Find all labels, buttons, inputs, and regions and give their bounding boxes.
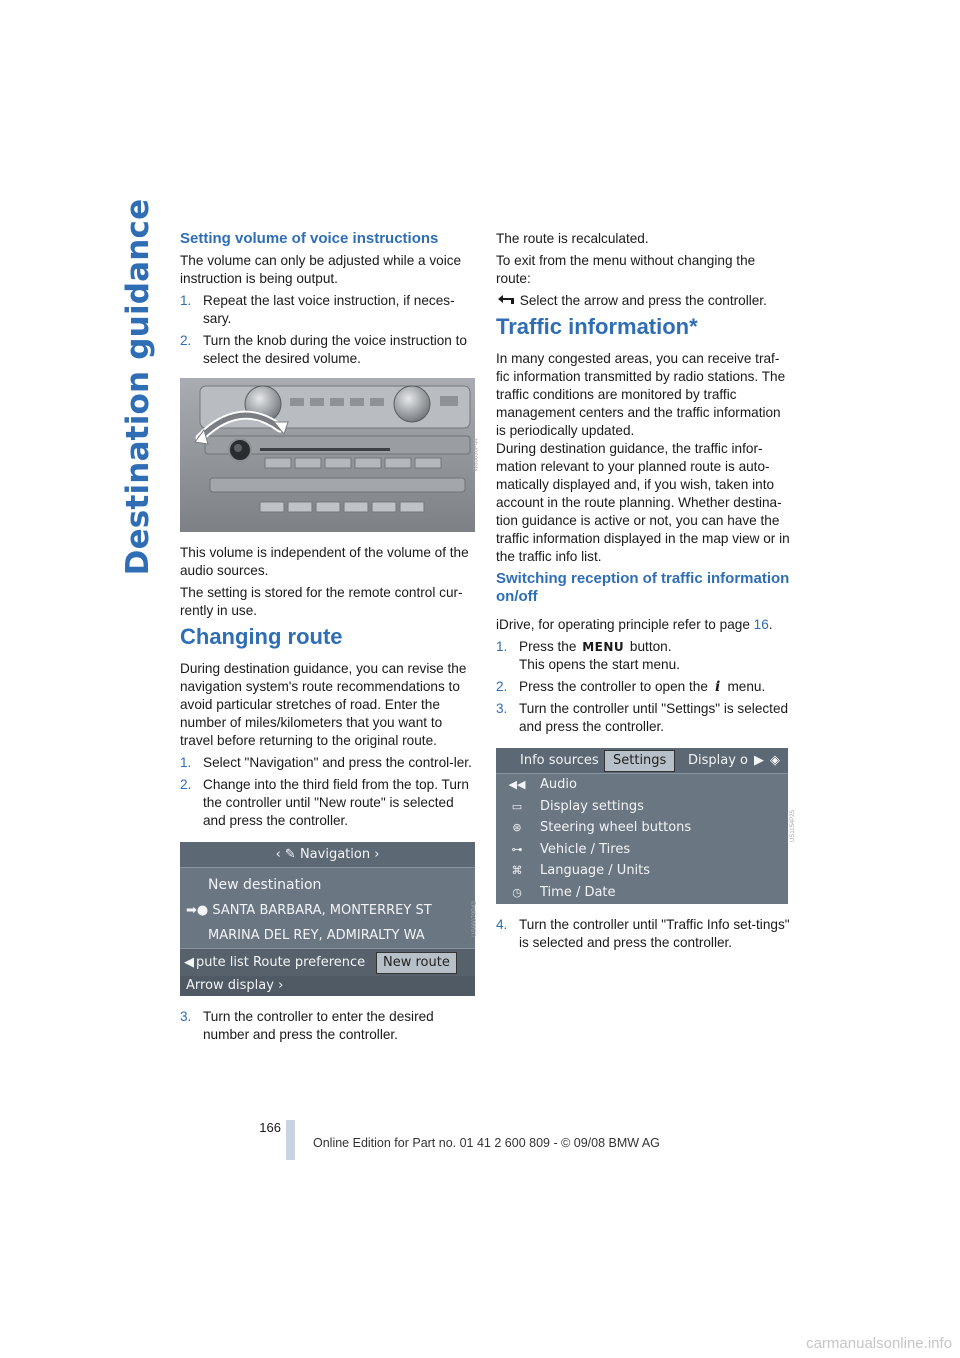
language-icon: ⌘ [511, 864, 523, 877]
tab-info-sources: Info sources [520, 753, 599, 768]
footer-edition-text: Online Edition for Part no. 01 41 2 600 809 - © 09/08 BMW AG [313, 1136, 660, 1150]
paragraph: In many congested areas, you can receive traf-fic information transmitted by radio stations. The traffic conditions are monitored by traffic management centers and the traffic information is periodically updated. [496, 351, 786, 438]
footer-accent-bar [286, 1120, 295, 1160]
arrow-icon: ➡● [186, 903, 213, 918]
navigation-icon: ✎ [284, 847, 300, 862]
step-item: 3. Turn the controller to enter the desired number and press the controller. [180, 1009, 434, 1042]
step-item: 2. Press the controller to open the i menu. [496, 679, 766, 695]
settings-item-time: ◷ Time / Date [496, 882, 788, 904]
chevron-left-icon: ‹ [275, 847, 285, 862]
step-item: 2. Change into the third field from the top. Turn the controller until "New route" is selected and press the controller. [180, 777, 469, 828]
tab-settings: Settings [604, 750, 675, 772]
paragraph: The route is recalculated. [496, 231, 649, 246]
arrow-display-option: Arrow display › [180, 976, 475, 996]
info-icon: i [715, 679, 721, 695]
settings-tab-bar [496, 748, 788, 774]
section-title-switching-reception: Switching reception of traffic information on/off [496, 570, 790, 605]
section-title-voice-volume: Setting volume of voice instructions [180, 230, 439, 247]
right-column [496, 230, 797, 956]
chevron-right-icon: › [273, 978, 284, 993]
navigation-header: ‹ ✎ Navigation › [180, 842, 475, 868]
step-item: 1. Repeat the last voice instruction, if neces-sary. [180, 293, 455, 326]
paragraph: This volume is independent of the volume of the audio sources. [180, 545, 469, 578]
chevron-right-icon: › [374, 847, 380, 862]
navigation-screen-figure [180, 842, 479, 996]
paragraph: The setting is stored for the remote control cur-rently in use. [180, 585, 463, 618]
figure-id: US1154P25 [790, 810, 797, 842]
steering-wheel-icon: ⊛ [512, 821, 522, 834]
menu-item-destination: ➡● SANTA BARBARA, MONTERREY ST [186, 903, 432, 918]
car-icon: ⊶ [511, 842, 523, 856]
clock-icon: ◷ [512, 885, 522, 899]
paragraph: Select the arrow and press the controller. [496, 292, 791, 310]
step-item: 2. Turn the knob during the voice instruction to select the desired volume. [180, 333, 467, 366]
settings-item-vehicle: ⊶ Vehicle / Tires [496, 839, 788, 861]
settings-item-display: ▭ Display settings [496, 796, 788, 818]
page-link[interactable]: 16 [753, 617, 769, 632]
figure-id: W86036P44 [473, 438, 480, 472]
navigation-screen [180, 842, 475, 996]
console-photo-figure [180, 378, 480, 532]
page-number: 166 [259, 1120, 281, 1135]
figure-id: US66079P42 [472, 901, 479, 937]
display-icon: ▭ [511, 799, 523, 813]
paragraph: During destination guidance, the traffic infor-mation relevant to your planned route is auto-matically displayed and, if you wish, taken into account in the route planning. Whether destina-tion guidance is active or not, you can have the traffic information displayed in the map view or in the traffic info list. [496, 441, 790, 564]
paragraph: To exit from the menu without changing the route: [496, 253, 756, 286]
controller-icon: ◈ [770, 753, 780, 768]
back-arrow-icon [496, 294, 516, 306]
new-route-option: New route [376, 952, 457, 974]
navigation-options-bar: ◀ pute list Route preference New route [180, 948, 475, 976]
side-title: Destination guidance [120, 198, 156, 576]
menu-button-label: MENU [582, 640, 625, 654]
step-item: 1. Select "Navigation" and press the control-ler. [180, 755, 472, 770]
audio-icon: ◀◀ [508, 778, 526, 791]
settings-item-steering-wheel: ⊛ Steering wheel buttons [496, 817, 788, 839]
menu-item-new-destination: New destination [208, 877, 322, 893]
watermark: carmanualsonline.info [806, 1335, 952, 1352]
left-column [180, 230, 480, 1048]
chevron-left-icon: ◀ [184, 955, 194, 970]
settings-screen [496, 748, 788, 904]
chevron-right-icon: ▶ [754, 753, 764, 768]
paragraph: The volume can only be adjusted while a voice instruction is being output. [180, 253, 462, 286]
paragraph: During destination guidance, you can revise the navigation system's route recommendations to avoid particular stretches of road. Enter the number of miles/kilometers that you want to travel before returning to the original route. [180, 661, 467, 748]
paragraph: iDrive, for operating principle refer to page 16. [496, 617, 773, 632]
step-item: 1. Press the MENU button. This opens the start menu. [496, 639, 680, 672]
tab-display: Display o [688, 753, 749, 768]
console-photo [180, 378, 475, 532]
settings-item-language: ⌘ Language / Units [496, 860, 788, 882]
menu-item-destination: MARINA DEL REY, ADMIRALTY WA [208, 928, 425, 943]
settings-item-audio: ◀◀ Audio [496, 774, 788, 796]
section-title-changing-route: Changing route [180, 624, 343, 649]
settings-screen-figure [496, 748, 797, 904]
step-item: 3. Turn the controller until "Settings" is selected and press the controller. [496, 701, 789, 734]
step-item: 4. Turn the controller until "Traffic Info set-tings" is selected and press the controller. [496, 917, 790, 950]
section-title-traffic-information: Traffic information* [496, 314, 698, 339]
